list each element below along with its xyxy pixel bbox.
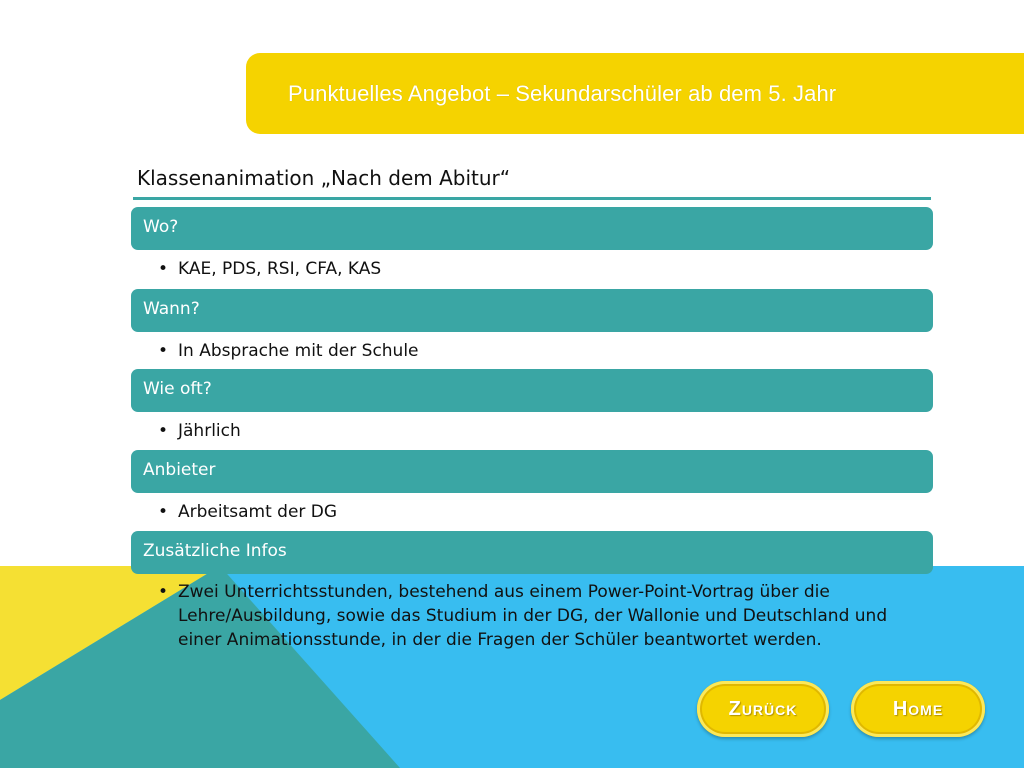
bullet-text: Jährlich <box>178 421 241 441</box>
title-banner <box>246 53 1024 134</box>
bullet-dot: • <box>158 259 169 279</box>
home-button-label: Home <box>892 697 944 720</box>
bullet-dot: • <box>158 341 169 361</box>
section-heading-wann: Wann? <box>131 289 933 332</box>
bullet-item-wo <box>158 257 918 281</box>
page-title: Punktuelles Angebot – Sekundarschüler ab dem 5. Jahr <box>288 81 837 106</box>
bullet-item-zusaetzliche-infos <box>158 580 918 652</box>
home-button[interactable] <box>851 681 985 737</box>
bullet-item-wie-oft <box>158 419 918 443</box>
bullet-text: Zwei Unterrichtsstunden, bestehend aus einem Power-Point-Vortrag über die Lehre/Ausbildung, sowie das Studium in der DG, der Wallonie und Deutschland und einer Animationsstunde, in der die Fragen der Schüler beantwortet werden. <box>178 582 888 650</box>
bullet-dot: • <box>158 502 169 522</box>
subtitle-divider <box>133 197 931 200</box>
section-heading-zusaetzliche-infos: Zusätzliche Infos <box>131 531 933 574</box>
slide-subtitle: Klassenanimation „Nach dem Abitur“ <box>137 166 511 190</box>
back-button[interactable] <box>697 681 829 737</box>
section-heading-wie-oft: Wie oft? <box>131 369 933 412</box>
bullet-item-wann <box>158 339 918 363</box>
back-button-label: Zurück <box>728 697 798 720</box>
bullet-dot: • <box>158 421 169 441</box>
section-heading-wo: Wo? <box>131 207 933 250</box>
bullet-item-anbieter <box>158 500 918 524</box>
bullet-dot: • <box>158 582 169 602</box>
bullet-text: Arbeitsamt der DG <box>178 502 338 522</box>
bullet-text: KAE, PDS, RSI, CFA, KAS <box>178 259 382 279</box>
section-heading-anbieter: Anbieter <box>131 450 933 493</box>
bullet-text: In Absprache mit der Schule <box>178 341 419 361</box>
